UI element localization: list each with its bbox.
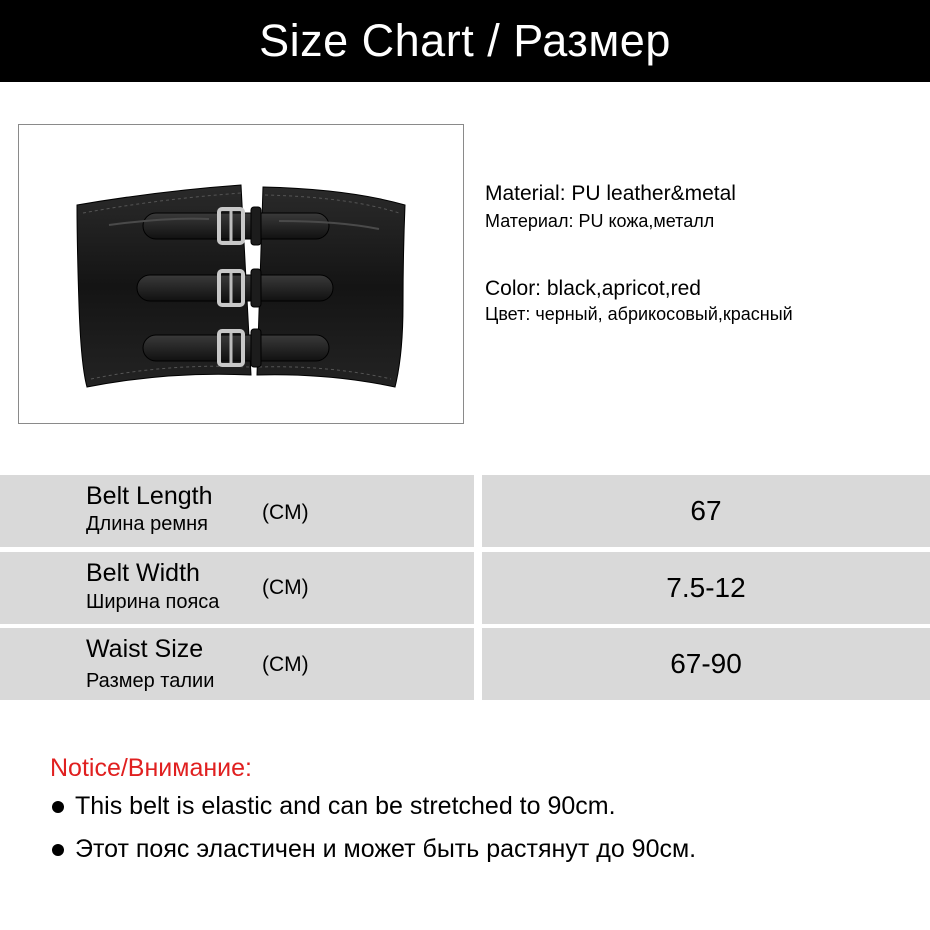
table-row bbox=[0, 552, 930, 624]
label-en: Waist Size bbox=[86, 635, 204, 663]
belt-illustration bbox=[19, 125, 463, 423]
table-value-cell: 67 bbox=[482, 475, 930, 547]
label-en: Belt Length bbox=[86, 482, 213, 510]
table-label-cell bbox=[0, 552, 474, 624]
label-ru: Размер талии bbox=[86, 670, 215, 692]
bullet-icon bbox=[52, 844, 64, 856]
table-row bbox=[0, 628, 930, 700]
unit-label: (CM) bbox=[262, 653, 309, 676]
table-label-cell bbox=[0, 475, 474, 547]
color-en: Color: black,apricot,red bbox=[485, 277, 701, 300]
unit-label: (CM) bbox=[262, 576, 309, 599]
list-item bbox=[52, 835, 696, 864]
material-en: Material: PU leather&metal bbox=[485, 182, 736, 205]
product-photo bbox=[18, 124, 464, 424]
bullet-icon bbox=[52, 801, 64, 813]
label-ru: Ширина пояса bbox=[86, 591, 220, 613]
table-value-cell: 67-90 bbox=[482, 628, 930, 700]
table-value-cell: 7.5-12 bbox=[482, 552, 930, 624]
table-row bbox=[0, 475, 930, 547]
notice-title: Notice/Внимание: bbox=[50, 754, 252, 782]
list-item bbox=[52, 792, 616, 821]
label-ru: Длина ремня bbox=[86, 513, 208, 535]
notice-text: This belt is elastic and can be stretched to 90cm. bbox=[75, 792, 616, 820]
unit-label: (CM) bbox=[262, 501, 309, 524]
table-label-cell bbox=[0, 628, 474, 700]
color-ru: Цвет: черный, абрикосовый,красный bbox=[485, 304, 793, 324]
header-bar bbox=[0, 0, 930, 82]
material-ru: Материал: PU кожа,металл bbox=[485, 211, 715, 231]
notice-text: Этот пояс эластичен и может быть растянут до 90см. bbox=[75, 835, 697, 863]
page-title: Size Chart / Размер bbox=[259, 15, 671, 66]
label-en: Belt Width bbox=[86, 559, 200, 587]
